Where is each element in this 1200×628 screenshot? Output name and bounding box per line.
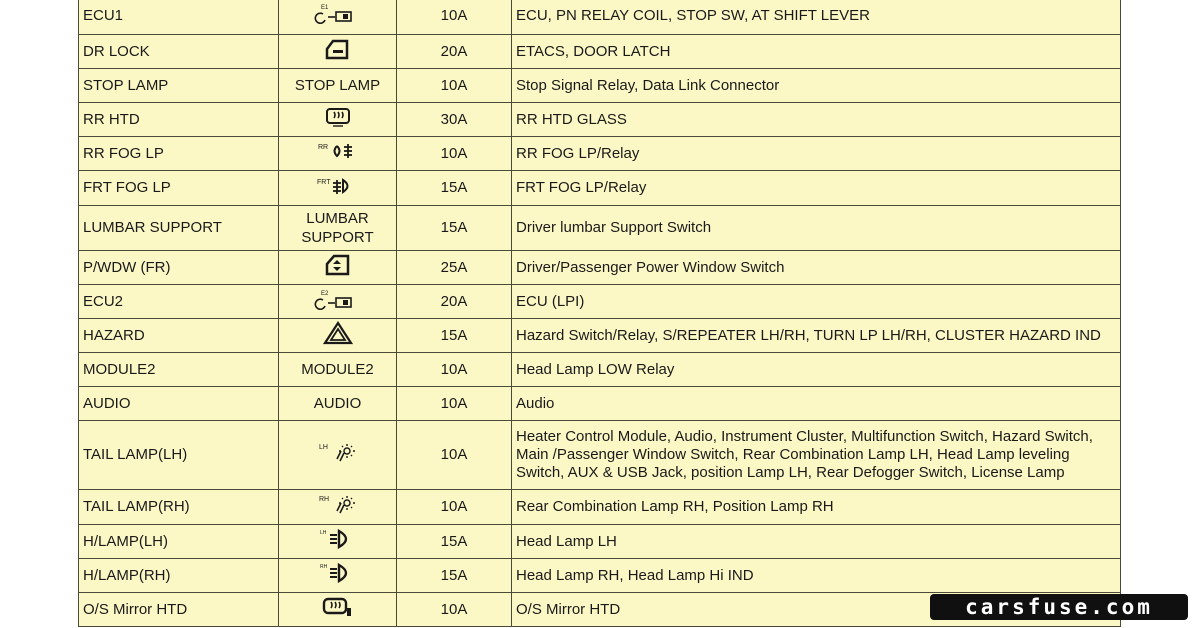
fuse-amperage-cell: 10A bbox=[397, 387, 512, 421]
svg-text:RH: RH bbox=[318, 495, 329, 503]
fuse-symbol-cell bbox=[279, 206, 397, 251]
fuse-row bbox=[79, 285, 1121, 319]
fuse-description-cell: Driver/Passenger Power Window Switch bbox=[512, 251, 1121, 285]
svg-text:LH: LH bbox=[318, 443, 328, 451]
svg-text:RR: RR bbox=[317, 144, 328, 151]
rear-fog-lamp-icon bbox=[316, 140, 360, 162]
power-window-icon bbox=[325, 253, 351, 277]
fuse-amperage-cell: 15A bbox=[397, 525, 512, 559]
fuse-amperage-cell: 30A bbox=[397, 103, 512, 137]
fuse-symbol-cell bbox=[279, 421, 397, 490]
fuse-name-cell: MODULE2 bbox=[79, 353, 279, 387]
fuse-description-cell: Driver lumbar Support Switch bbox=[512, 206, 1121, 251]
fuse-row bbox=[79, 490, 1121, 525]
fuse-description-cell: Rear Combination Lamp RH, Position Lamp RH bbox=[512, 490, 1121, 525]
fuse-description-cell: Hazard Switch/Relay, S/REPEATER LH/RH, TURN LP LH/RH, CLUSTER HAZARD IND bbox=[512, 319, 1121, 353]
tail-lamp-rh-icon bbox=[317, 493, 359, 517]
fuse-name-cell: O/S Mirror HTD bbox=[79, 593, 279, 627]
fuse-amperage-cell: 25A bbox=[397, 251, 512, 285]
fuse-symbol-cell bbox=[279, 171, 397, 206]
fuse-name-cell: TAIL LAMP(RH) bbox=[79, 490, 279, 525]
fuse-symbol-cell bbox=[279, 285, 397, 319]
fuse-name-cell: H/LAMP(RH) bbox=[79, 559, 279, 593]
fuse-amperage-cell: 10A bbox=[397, 0, 512, 35]
fuse-name-cell: TAIL LAMP(LH) bbox=[79, 421, 279, 490]
fuse-amperage-cell: 20A bbox=[397, 285, 512, 319]
fuse-name-cell: LUMBAR SUPPORT bbox=[79, 206, 279, 251]
fuse-name-cell: STOP LAMP bbox=[79, 69, 279, 103]
door-lock-icon bbox=[325, 38, 351, 60]
fuse-symbol-cell bbox=[279, 593, 397, 627]
fuse-description-cell: Head Lamp LH bbox=[512, 525, 1121, 559]
fuse-name-cell: HAZARD bbox=[79, 319, 279, 353]
fuse-row bbox=[79, 319, 1121, 353]
fuse-name-cell: FRT FOG LP bbox=[79, 171, 279, 206]
fuse-description-cell: Heater Control Module, Audio, Instrument Cluster, Multifunction Switch, Hazard Switch, Main /Passenger Window Switch, Rear Combination Lamp LH, Head Lamp leveling Switch, AUX & USB Jack, position Lamp LH, Rear Defogger Switch, License Lamp bbox=[512, 421, 1121, 490]
svg-text:E2: E2 bbox=[320, 291, 328, 297]
fuse-description-cell: Head Lamp RH, Head Lamp Hi IND bbox=[512, 559, 1121, 593]
fuse-row bbox=[79, 559, 1121, 593]
fuse-amperage-cell: 15A bbox=[397, 206, 512, 251]
fuse-table bbox=[78, 0, 1121, 627]
fuse-name-cell: ECU1 bbox=[79, 0, 279, 35]
fuse-description-cell: Stop Signal Relay, Data Link Connector bbox=[512, 69, 1121, 103]
svg-text:FRT: FRT bbox=[316, 178, 330, 186]
fuse-row bbox=[79, 137, 1121, 171]
fuse-symbol-cell bbox=[279, 103, 397, 137]
fuse-name-cell: RR FOG LP bbox=[79, 137, 279, 171]
fuse-symbol-cell bbox=[279, 387, 397, 421]
fuse-name-cell: DR LOCK bbox=[79, 35, 279, 69]
watermark-text: carsfuse.com bbox=[965, 595, 1153, 619]
fuse-row bbox=[79, 206, 1121, 251]
svg-text:LH: LH bbox=[319, 530, 326, 536]
fuse-description-cell: ECU, PN RELAY COIL, STOP SW, AT SHIFT LEVER bbox=[512, 0, 1121, 35]
fuse-description-cell: ECU (LPI) bbox=[512, 285, 1121, 319]
fuse-amperage-cell: 15A bbox=[397, 559, 512, 593]
fuse-name-cell: AUDIO bbox=[79, 387, 279, 421]
fuse-name-cell: H/LAMP(LH) bbox=[79, 525, 279, 559]
fuse-row bbox=[79, 421, 1121, 490]
fuse-description-cell: FRT FOG LP/Relay bbox=[512, 171, 1121, 206]
tail-lamp-lh-icon bbox=[317, 441, 359, 465]
fuse-symbol-cell bbox=[279, 319, 397, 353]
fuse-amperage-cell: 15A bbox=[397, 171, 512, 206]
fuse-symbol-text: SUPPORT bbox=[301, 229, 374, 246]
head-lamp-lh-icon bbox=[318, 527, 358, 551]
svg-text:RH: RH bbox=[319, 564, 327, 570]
fuse-symbol-text: STOP LAMP bbox=[294, 77, 381, 94]
front-fog-lamp-icon bbox=[315, 175, 361, 197]
fuse-amperage-cell: 20A bbox=[397, 35, 512, 69]
fuse-amperage-cell: 15A bbox=[397, 319, 512, 353]
fuse-name-cell: RR HTD bbox=[79, 103, 279, 137]
fuse-description-cell: O/S Mirror HTD bbox=[512, 593, 1121, 627]
mirror-heater-icon bbox=[321, 596, 355, 618]
fuse-amperage-cell: 10A bbox=[397, 593, 512, 627]
fuse-symbol-cell bbox=[279, 525, 397, 559]
fuse-symbol-cell bbox=[279, 137, 397, 171]
watermark-badge bbox=[930, 594, 1188, 620]
fuse-row bbox=[79, 0, 1121, 35]
hazard-icon bbox=[323, 321, 353, 345]
fuse-row bbox=[79, 251, 1121, 285]
fuse-description-cell: RR HTD GLASS bbox=[512, 103, 1121, 137]
fuse-table-body bbox=[79, 0, 1121, 627]
fuse-name-cell: ECU2 bbox=[79, 285, 279, 319]
engine-ecu1-icon bbox=[309, 2, 367, 24]
fuse-description-cell: Head Lamp LOW Relay bbox=[512, 353, 1121, 387]
fuse-name-cell: P/WDW (FR) bbox=[79, 251, 279, 285]
fuse-amperage-cell: 10A bbox=[397, 490, 512, 525]
fuse-row bbox=[79, 525, 1121, 559]
svg-text:E1: E1 bbox=[320, 5, 328, 11]
fuse-row bbox=[79, 387, 1121, 421]
fuse-row bbox=[79, 69, 1121, 103]
fuse-row bbox=[79, 353, 1121, 387]
fuse-row bbox=[79, 171, 1121, 206]
fuse-symbol-text: MODULE2 bbox=[301, 361, 374, 378]
fuse-symbol-cell bbox=[279, 0, 397, 35]
head-lamp-rh-icon bbox=[318, 561, 358, 585]
fuse-symbol-text: LUMBAR bbox=[306, 210, 369, 227]
fuse-symbol-cell bbox=[279, 559, 397, 593]
fuse-amperage-cell: 10A bbox=[397, 69, 512, 103]
fuse-row bbox=[79, 35, 1121, 69]
fuse-row bbox=[79, 103, 1121, 137]
fuse-symbol-cell bbox=[279, 69, 397, 103]
fuse-symbol-text: AUDIO bbox=[313, 395, 362, 412]
fuse-amperage-cell: 10A bbox=[397, 137, 512, 171]
fuse-symbol-cell bbox=[279, 35, 397, 69]
fuse-symbol-cell bbox=[279, 251, 397, 285]
fuse-description-cell: RR FOG LP/Relay bbox=[512, 137, 1121, 171]
fuse-description-cell: ETACS, DOOR LATCH bbox=[512, 35, 1121, 69]
rear-defroster-icon bbox=[325, 106, 351, 128]
engine-ecu2-icon bbox=[309, 288, 367, 310]
fuse-symbol-cell bbox=[279, 490, 397, 525]
fuse-amperage-cell: 10A bbox=[397, 421, 512, 490]
fuse-amperage-cell: 10A bbox=[397, 353, 512, 387]
fuse-symbol-cell bbox=[279, 353, 397, 387]
fuse-description-cell: Audio bbox=[512, 387, 1121, 421]
